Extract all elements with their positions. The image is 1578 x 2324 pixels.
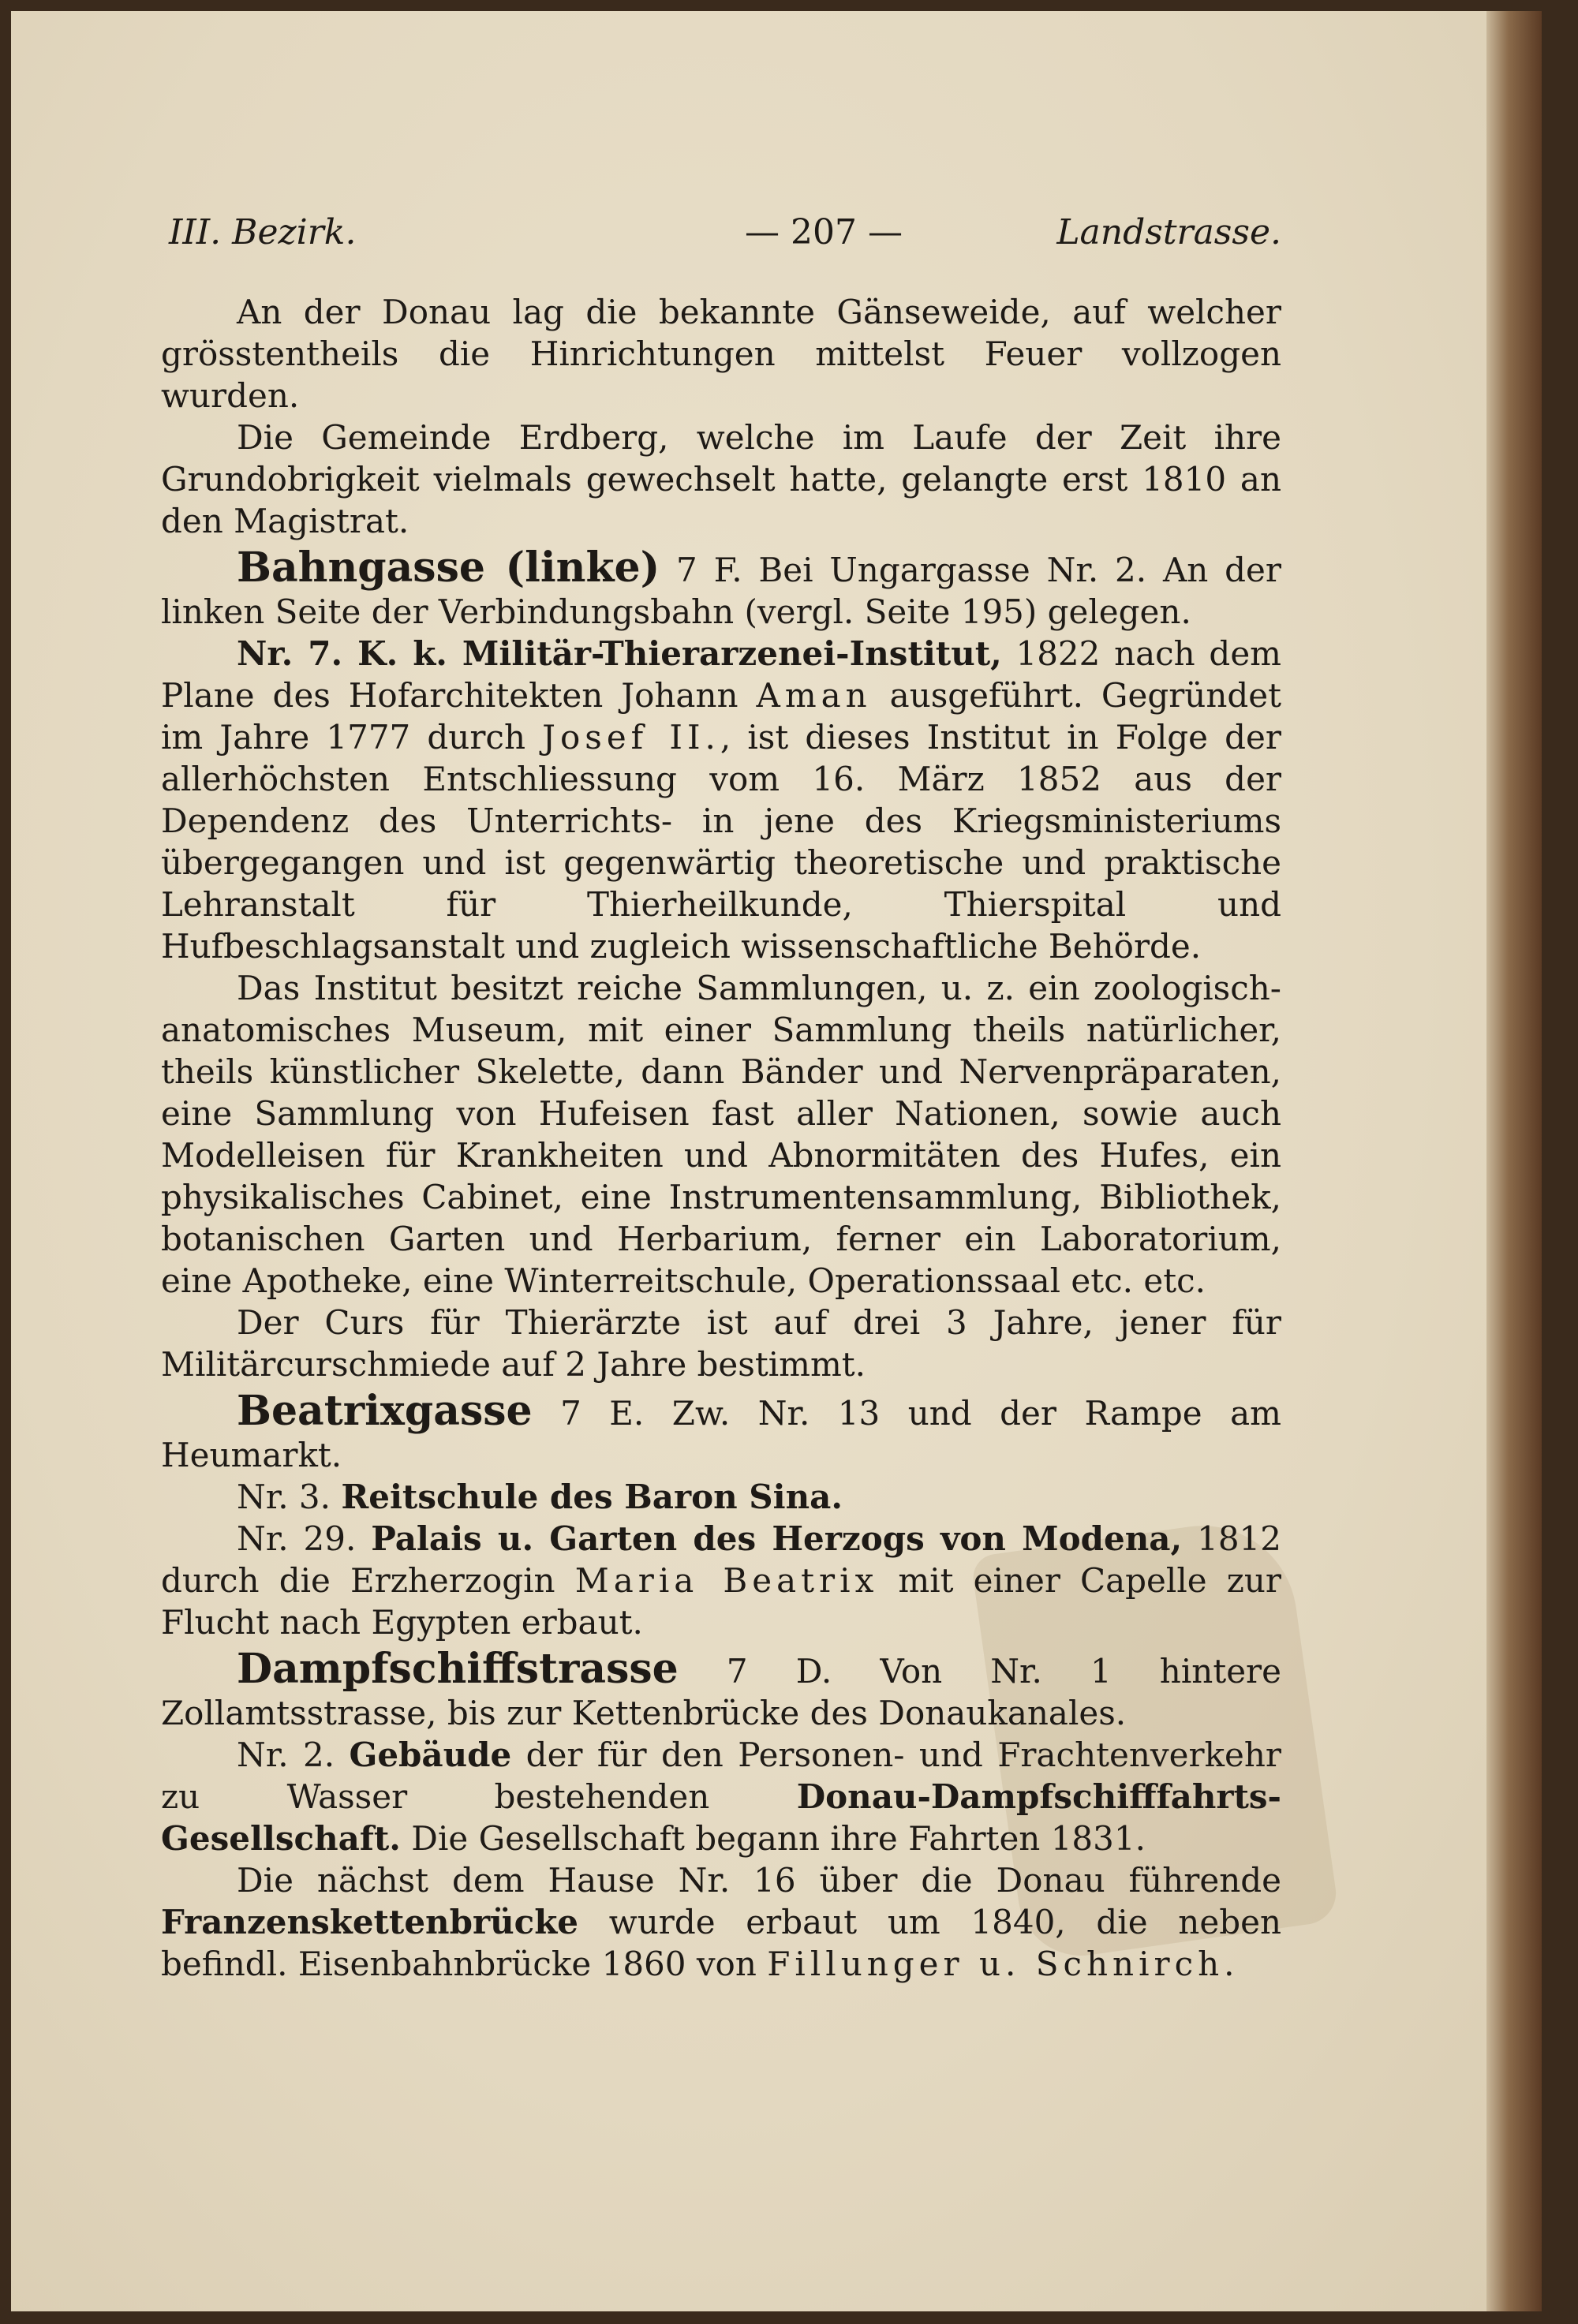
header-district: III. Bezirk. — [169, 212, 357, 252]
text-nr7-b: ausgeführt. Gegründet im Jahre 1777 durch — [161, 676, 1281, 757]
heading-thierarzenei-institut: Nr. 7. K. k. Militär-Thierarzenei-Institut, — [237, 634, 1002, 673]
heading-reitschule: Reitschule des Baron Sina. — [341, 1478, 843, 1516]
entry-nr2-gebaeude — [161, 1734, 1281, 1859]
heading-palais-modena: Palais u. Garten des Herzogs von Modena, — [371, 1519, 1183, 1558]
text-nr7-c: , ist dieses Institut in Folge der allerhöchsten Entschliessung vom 16. März 1852 aus der Dependenz des Unterrichts- in jene des Kriegsministeriums übergegangen und ist gegenwärtig theoretische und praktische Lehranstalt für Thierheilkunde, Thierspital und Hufbeschlagsanstalt und zugleich wissenschaftliche Behörde. — [161, 718, 1281, 966]
text-nr29-b: mit einer Capelle zur Flucht nach Egypten erbaut. — [161, 1561, 1281, 1642]
page-number: — 207 — — [745, 212, 903, 252]
entry-text-bahngasse: 7 F. Bei Ungargasse Nr. 2. An der linken Seite der Verbindungsbahn (vergl. Seite 195) gelegen. — [161, 551, 1281, 631]
entry-text-beatrixgasse: 7 E. Zw. Nr. 13 und der Rampe am Heumarkt. — [161, 1394, 1281, 1474]
text-nr29-a: 1812 durch die Erzherzogin — [161, 1519, 1281, 1600]
text-last-a: Die nächst dem Hause Nr. 16 über die Donau führende — [237, 1861, 1281, 1900]
entry-nr7-institut — [161, 633, 1281, 967]
entry-nr3-reitschule — [161, 1476, 1281, 1518]
text-last-b: wurde erbaut um 1840, die neben befindl. Eisenbahnbrücke 1860 von — [161, 1903, 1281, 1983]
book-page — [11, 11, 1542, 2311]
text-nr2-b: Die Gesellschaft begann ihre Fahrten 1831. — [400, 1819, 1146, 1858]
entry-dampfschiffstrasse — [161, 1645, 1281, 1734]
entry-text-dampfschiffstrasse: 7 D. Von Nr. 1 hintere Zollamtsstrasse, bis zur Kettenbrücke des Donaukanales. — [161, 1652, 1281, 1732]
text-nr2-a: der für den Personen- und Frachtenverkehr zu Wasser bestehenden — [161, 1736, 1281, 1816]
paragraph-curs: Der Curs für Thierärzte ist auf drei 3 Jahre, jener für Militärcurschmiede auf 2 Jahre bestimmt. — [161, 1303, 1281, 1384]
heading-franzenskettenbruecke: Franzenskettenbrücke — [161, 1903, 579, 1941]
paragraph-kettenbruecke — [161, 1859, 1281, 1985]
entry-nr29-palais — [161, 1518, 1281, 1643]
name-josef: Josef II. — [542, 718, 720, 757]
page-body — [161, 291, 1281, 1985]
header-street-section: Landstrasse. — [1056, 212, 1281, 252]
entry-heading-bahngasse: Bahngasse (linke) — [237, 544, 660, 592]
entry-heading-beatrixgasse: Beatrixgasse — [237, 1387, 533, 1435]
paragraph-erdberg: Die Gemeinde Erdberg, welche im Laufe der Zeit ihre Grundobrigkeit vielmals gewechselt hatte, gelangte erst 1810 an den Magistrat. — [161, 418, 1281, 540]
label-nr29: Nr. 29. — [237, 1519, 372, 1558]
text-nr7-a: 1822 nach dem Plane des Hofarchitekten Johann — [161, 634, 1281, 715]
entry-beatrixgasse — [161, 1387, 1281, 1476]
name-maria-beatrix: Maria Beatrix — [574, 1561, 879, 1600]
running-header — [161, 212, 1281, 260]
book-binding-edge — [1486, 11, 1542, 2311]
heading-donau-dampfschifffahrt: Donau-Dampfschifffahrts-Gesellschaft. — [161, 1777, 1281, 1858]
label-nr2: Nr. 2. — [237, 1736, 350, 1774]
paragraph-gaenseweide: An der Donau lag die bekannte Gänseweide, auf welcher grösstentheils die Hinrichtungen mittelst Feuer vollzogen wurden. — [161, 293, 1281, 415]
label-nr3: Nr. 3. — [237, 1478, 342, 1516]
entry-heading-dampfschiffstrasse: Dampfschiffstrasse — [237, 1645, 679, 1693]
name-aman: Aman — [756, 676, 872, 715]
paragraph-institut-sammlungen: Das Institut besitzt reiche Sammlungen, u. z. ein zoologisch-anatomisches Museum, mit einer Sammlung theils natürlicher, theils künstlicher Skelette, dann Bänder und Nervenpräparaten, eine Sammlung von Hufeisen fast aller Nationen, sowie auch Modelleisen für Krankheiten und Abnormitäten des Hufes, ein physikalisches Cabinet, eine Instrumentensammlung, Bibliothek, botanischen Garten und Herbarium, ferner ein Laboratorium, eine Apotheke, eine Winterreitschule, Operationssaal etc. etc. — [161, 969, 1281, 1300]
heading-gebaeude: Gebäude — [349, 1736, 512, 1774]
entry-bahngasse — [161, 544, 1281, 633]
names-fillunger-schnirch: Fillunger u. Schnirch. — [767, 1945, 1240, 1983]
